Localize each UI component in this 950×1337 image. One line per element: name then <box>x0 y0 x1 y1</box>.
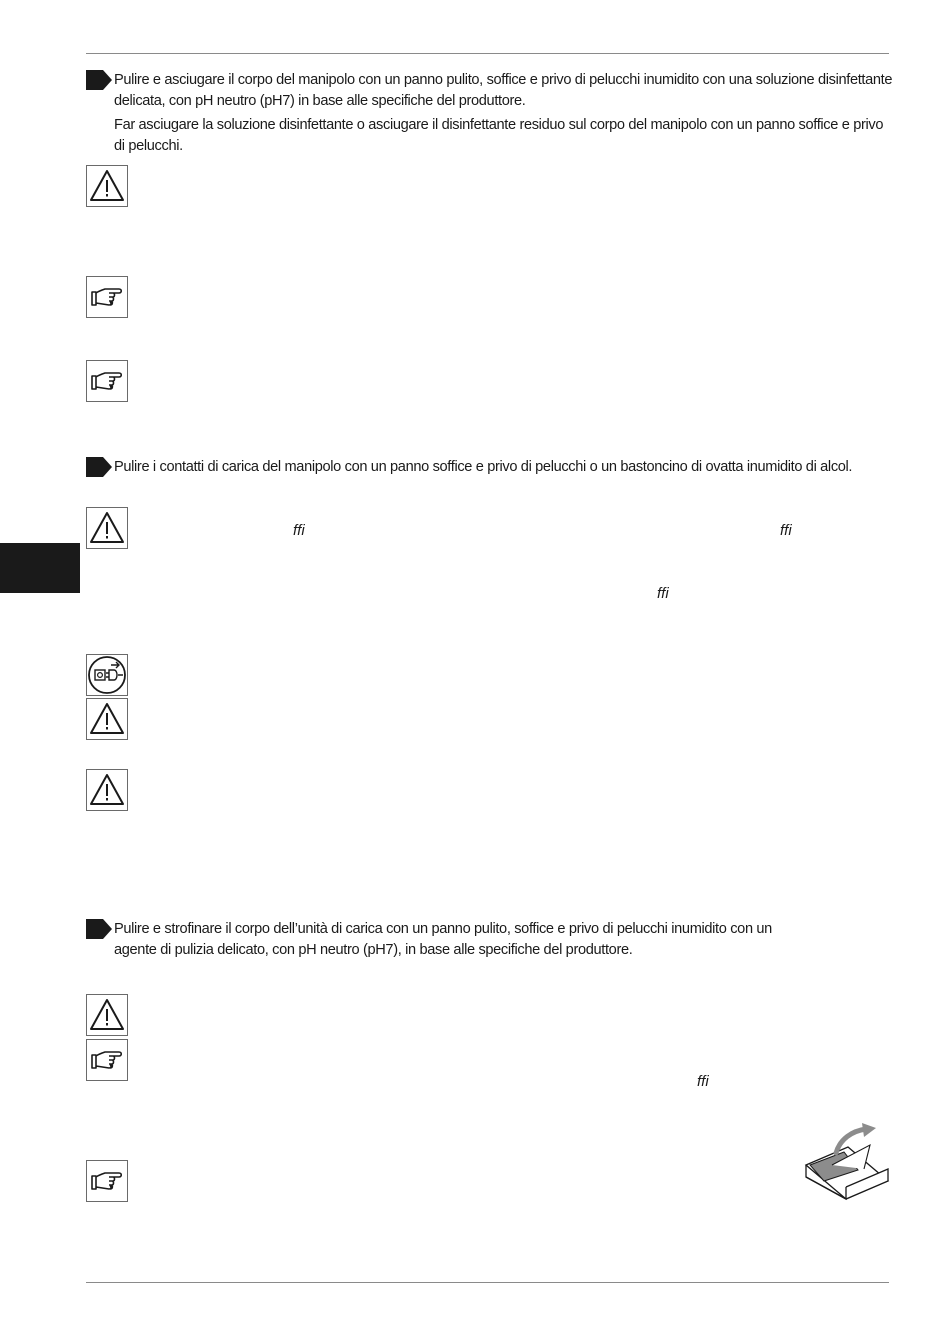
step-instruction-3: Pulire e strofinare il corpo dell’unità di carica con un panno pulito, soffice e privo di pelucchi inumidito con un agente di pulizia delicato, con pH neutro (pH7), in base alle specifiche del produttore. <box>114 921 772 958</box>
step-instruction-1: Pulire e asciugare il corpo del manipolo con un panno pulito, soffice e privo di pelucchi inumidito con una soluzione disinfettante delicata, con pH neutro (pH7) in base alle specifiche del produttore. <box>114 72 893 109</box>
ligature-fragment: ffi <box>780 522 792 539</box>
ligature-fragment: ffi <box>697 1073 709 1090</box>
warning-triangle-icon <box>86 769 128 811</box>
ligature-fragment: ffi <box>657 585 669 602</box>
step-arrow-icon <box>86 457 112 477</box>
pointing-hand-icon <box>86 1160 128 1202</box>
pointing-hand-icon <box>86 276 128 318</box>
unplug-mains-icon <box>86 654 128 696</box>
warning-triangle-icon <box>86 507 128 549</box>
warning-triangle-icon <box>86 994 128 1036</box>
pointing-hand-icon <box>86 360 128 402</box>
footer-rule <box>86 1282 889 1283</box>
warning-triangle-icon <box>86 165 128 207</box>
ligature-fragment: ffi <box>293 522 305 539</box>
step-arrow-icon <box>86 919 112 939</box>
chapter-side-tab <box>0 543 80 593</box>
step-arrow-icon <box>86 70 112 90</box>
step-followup-1: Far asciugare la soluzione disinfettante o asciugare il disinfettante residuo sul corpo del manipolo con un panno soffice e privo di pelucchi. <box>114 117 884 154</box>
step-instruction-2: Pulire i contatti di carica del manipolo con un panno soffice e privo di pelucchi o un bastoncino di ovatta inumidito di alcol. <box>114 459 853 475</box>
pointing-hand-icon <box>86 1039 128 1081</box>
warning-triangle-icon <box>86 698 128 740</box>
charging-unit-cover-illustration <box>796 1123 892 1203</box>
header-rule <box>86 53 889 54</box>
